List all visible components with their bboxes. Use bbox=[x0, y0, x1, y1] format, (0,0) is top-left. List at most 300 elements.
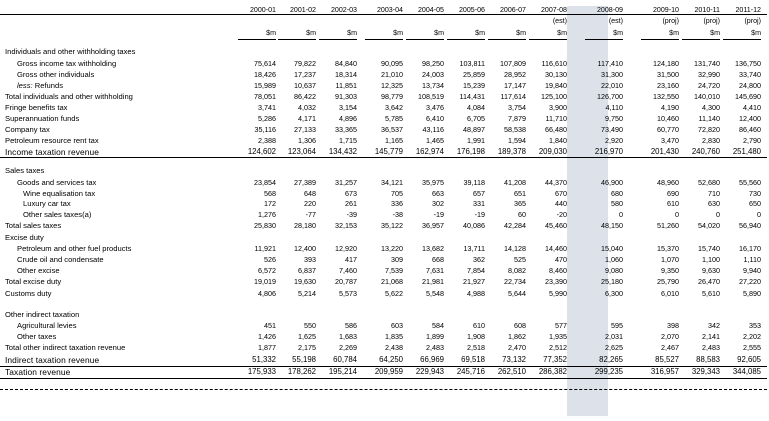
table-cell: 54,020 bbox=[698, 221, 720, 230]
table-cell: 35,975 bbox=[422, 178, 444, 187]
table-cell: 393 bbox=[304, 255, 316, 264]
table-cell: 2,031 bbox=[605, 332, 623, 341]
table-cell: 440 bbox=[555, 199, 567, 208]
table-cell: 2,483 bbox=[426, 343, 444, 352]
table-cell: 18,314 bbox=[335, 70, 357, 79]
table-cell: 56,940 bbox=[739, 221, 761, 230]
table-cell: 58,538 bbox=[504, 125, 526, 134]
units-label: $m bbox=[613, 29, 623, 37]
table-cell: 398 bbox=[667, 321, 679, 330]
table-cell: 362 bbox=[473, 255, 485, 264]
table-cell: 39,118 bbox=[463, 178, 485, 187]
table-cell: 73,132 bbox=[502, 355, 526, 364]
table-cell: 365 bbox=[514, 199, 526, 208]
table-cell: 125,100 bbox=[541, 92, 567, 101]
table-cell: 75,614 bbox=[254, 59, 276, 68]
table-cell: 336 bbox=[391, 199, 403, 208]
table-cell: 44,370 bbox=[545, 178, 567, 187]
table-cell: 1,070 bbox=[661, 255, 679, 264]
table-cell: 55,560 bbox=[739, 178, 761, 187]
table-cell: 1,899 bbox=[426, 332, 444, 341]
row-label bbox=[5, 342, 125, 354]
table-cell: 7,539 bbox=[385, 266, 403, 275]
table-cell: 1,877 bbox=[258, 343, 276, 352]
row-label-text: Individuals and other withholding taxes bbox=[5, 47, 136, 56]
table-cell: 116,610 bbox=[541, 59, 567, 68]
units-label: $m bbox=[306, 29, 316, 37]
table-cell: -39 bbox=[346, 210, 357, 219]
units-underline bbox=[319, 39, 357, 40]
table-cell: 309 bbox=[391, 255, 403, 264]
table-cell: 595 bbox=[611, 321, 623, 330]
table-cell: 10,637 bbox=[294, 81, 316, 90]
table-cell: 40,086 bbox=[463, 221, 485, 230]
table-cell: 4,896 bbox=[339, 114, 357, 123]
row-label bbox=[5, 288, 51, 300]
table-cell: 178,262 bbox=[287, 367, 316, 376]
table-cell: 1,594 bbox=[508, 136, 526, 145]
column-header: 2009-10 bbox=[652, 6, 679, 14]
table-cell: 13,711 bbox=[463, 244, 485, 253]
table-cell: 15,989 bbox=[254, 81, 276, 90]
table-cell: 73,490 bbox=[601, 125, 623, 134]
table-cell: 11,921 bbox=[254, 244, 276, 253]
table-cell: 25,790 bbox=[657, 277, 679, 286]
table-cell: 5,610 bbox=[702, 289, 720, 298]
table-cell: 30,130 bbox=[545, 70, 567, 79]
row-label-text: Total individuals and other withholding bbox=[5, 92, 133, 101]
table-cell: 1,935 bbox=[549, 332, 567, 341]
table-cell: 18,426 bbox=[254, 70, 276, 79]
table-cell: 5,286 bbox=[258, 114, 276, 123]
table-cell: 3,642 bbox=[385, 103, 403, 112]
table-cell: 60,784 bbox=[333, 355, 357, 364]
table-cell: 2,388 bbox=[258, 136, 276, 145]
column-header: 2008-09 bbox=[596, 6, 623, 14]
row-label-text: Total excise duty bbox=[5, 277, 62, 286]
table-cell: 66,969 bbox=[420, 355, 444, 364]
table-cell: 8,460 bbox=[549, 266, 567, 275]
column-header: 2001-02 bbox=[289, 6, 316, 14]
table-cell: 2,438 bbox=[385, 343, 403, 352]
table-cell: 1,908 bbox=[467, 332, 485, 341]
table-cell: 27,220 bbox=[739, 277, 761, 286]
table-cell: 299,235 bbox=[594, 367, 623, 376]
column-header: 2007-08 bbox=[540, 6, 567, 14]
table-cell: 9,940 bbox=[743, 266, 761, 275]
rule-before-total bbox=[0, 366, 767, 367]
table-cell: -20 bbox=[556, 210, 567, 219]
table-cell: 0 bbox=[716, 210, 720, 219]
table-cell: 603 bbox=[391, 321, 403, 330]
table-cell: 21,981 bbox=[422, 277, 444, 286]
row-label-prefix: less: bbox=[17, 81, 35, 90]
table-cell: 24,800 bbox=[739, 81, 761, 90]
table-cell: 79,822 bbox=[294, 59, 316, 68]
row-label bbox=[5, 276, 61, 288]
table-cell: 19,840 bbox=[545, 81, 567, 90]
table-cell: 568 bbox=[264, 189, 276, 198]
table-cell: 5,573 bbox=[339, 289, 357, 298]
major-total-row bbox=[0, 354, 769, 366]
row-label-text: Indirect taxation revenue bbox=[5, 355, 100, 365]
table-cell: 195,214 bbox=[328, 367, 357, 376]
table-cell: 2,202 bbox=[743, 332, 761, 341]
table-cell: 24,720 bbox=[698, 81, 720, 90]
table-cell: 35,122 bbox=[381, 221, 403, 230]
table-cell: 145,690 bbox=[735, 92, 761, 101]
table-cell: 2,920 bbox=[605, 136, 623, 145]
table-cell: 35,116 bbox=[254, 125, 276, 134]
row-label-text: Other indirect taxation bbox=[5, 310, 80, 319]
table-cell: 6,572 bbox=[258, 266, 276, 275]
table-cell: 316,957 bbox=[650, 367, 679, 376]
units-underline bbox=[238, 39, 276, 40]
row-label-text: Gross other individuals bbox=[17, 70, 95, 79]
units-label: $m bbox=[475, 29, 485, 37]
table-cell: 98,779 bbox=[381, 92, 403, 101]
table-cell: 33,740 bbox=[739, 70, 761, 79]
table-cell: 262,510 bbox=[497, 367, 526, 376]
table-cell: 245,716 bbox=[456, 367, 485, 376]
table-cell: 4,110 bbox=[605, 103, 623, 112]
column-subheader: (proj) bbox=[662, 17, 679, 25]
units-label: $m bbox=[393, 29, 403, 37]
table-cell: 705 bbox=[391, 189, 403, 198]
table-cell: 98,250 bbox=[422, 59, 444, 68]
table-cell: 3,470 bbox=[661, 136, 679, 145]
table-cell: -19 bbox=[433, 210, 444, 219]
table-cell: 28,952 bbox=[504, 70, 526, 79]
table-cell: 31,257 bbox=[335, 178, 357, 187]
column-header: 2011-12 bbox=[735, 6, 761, 14]
row-label bbox=[5, 354, 99, 366]
table-cell: 6,410 bbox=[426, 114, 444, 123]
section-heading bbox=[5, 165, 44, 177]
row-label-text: Luxury car tax bbox=[23, 199, 71, 208]
table-cell: 5,785 bbox=[385, 114, 403, 123]
row-label-text: Total sales taxes bbox=[5, 221, 62, 230]
table-cell: 3,741 bbox=[258, 103, 276, 112]
units-underline bbox=[278, 39, 316, 40]
table-cell: 2,483 bbox=[702, 343, 720, 352]
table-cell: 36,537 bbox=[381, 125, 403, 134]
table-cell: 608 bbox=[514, 321, 526, 330]
table-cell: 610 bbox=[473, 321, 485, 330]
table-cell: 331 bbox=[473, 199, 485, 208]
table-cell: 107,809 bbox=[500, 59, 526, 68]
table-cell: 550 bbox=[304, 321, 316, 330]
table-cell: 4,171 bbox=[298, 114, 316, 123]
table-cell: 1,625 bbox=[298, 332, 316, 341]
table-cell: 4,032 bbox=[298, 103, 316, 112]
table-cell: 86,460 bbox=[739, 125, 761, 134]
table-cell: 220 bbox=[304, 199, 316, 208]
table-cell: 580 bbox=[611, 199, 623, 208]
table-cell: 45,460 bbox=[545, 221, 567, 230]
table-cell: 2,141 bbox=[702, 332, 720, 341]
row-label-text: Refunds bbox=[34, 81, 64, 90]
table-cell: 577 bbox=[555, 321, 567, 330]
table-cell: 1,306 bbox=[298, 136, 316, 145]
table-cell: 72,820 bbox=[698, 125, 720, 134]
table-cell: 3,900 bbox=[549, 103, 567, 112]
table-row bbox=[0, 288, 769, 300]
table-cell: 60,770 bbox=[657, 125, 679, 134]
rule-after-income bbox=[0, 157, 767, 158]
table-cell: 525 bbox=[514, 255, 526, 264]
table-cell: 69,518 bbox=[461, 355, 485, 364]
table-cell: 55,198 bbox=[292, 355, 316, 364]
table-cell: 108,519 bbox=[418, 92, 444, 101]
table-cell: 17,147 bbox=[504, 81, 526, 90]
table-cell: 78,051 bbox=[254, 92, 276, 101]
table-cell: 36,957 bbox=[422, 221, 444, 230]
table-cell: 2,555 bbox=[743, 343, 761, 352]
table-cell: 31,300 bbox=[601, 70, 623, 79]
units-label: $m bbox=[434, 29, 444, 37]
table-cell: 25,180 bbox=[601, 277, 623, 286]
table-cell: 1,991 bbox=[467, 136, 485, 145]
table-cell: 9,750 bbox=[605, 114, 623, 123]
table-cell: 209,959 bbox=[374, 367, 403, 376]
table-cell: 251,480 bbox=[732, 147, 761, 156]
table-cell: 2,467 bbox=[661, 343, 679, 352]
table-cell: 136,750 bbox=[735, 59, 761, 68]
table-cell: 66,480 bbox=[545, 125, 567, 134]
table-cell: 124,180 bbox=[653, 59, 679, 68]
column-subheader: (est) bbox=[608, 17, 623, 25]
table-cell: 88,583 bbox=[696, 355, 720, 364]
table-cell: 0 bbox=[619, 210, 623, 219]
table-cell: 126,700 bbox=[597, 92, 623, 101]
table-cell: 286,382 bbox=[538, 367, 567, 376]
table-cell: 302 bbox=[432, 199, 444, 208]
table-cell: 13,682 bbox=[422, 244, 444, 253]
table-cell: 7,460 bbox=[339, 266, 357, 275]
table-cell: 60 bbox=[518, 210, 526, 219]
table-cell: 0 bbox=[675, 210, 679, 219]
table-cell: 1,060 bbox=[605, 255, 623, 264]
table-cell: 12,920 bbox=[335, 244, 357, 253]
units-underline bbox=[488, 39, 526, 40]
table-cell: -38 bbox=[392, 210, 403, 219]
units-label: $m bbox=[347, 29, 357, 37]
units-label: $m bbox=[710, 29, 720, 37]
table-cell: 1,110 bbox=[743, 255, 761, 264]
row-label-text: Gross income tax withholding bbox=[17, 59, 117, 68]
units-underline bbox=[447, 39, 485, 40]
table-cell: 27,389 bbox=[294, 178, 316, 187]
table-cell: 92,605 bbox=[737, 355, 761, 364]
table-cell: 2,070 bbox=[661, 332, 679, 341]
table-cell: 32,990 bbox=[698, 70, 720, 79]
table-cell: 5,644 bbox=[508, 289, 526, 298]
table-cell: 41,208 bbox=[504, 178, 526, 187]
table-cell: 24,003 bbox=[422, 70, 444, 79]
table-cell: 730 bbox=[749, 189, 761, 198]
table-cell: 52,680 bbox=[698, 178, 720, 187]
table-cell: 1,835 bbox=[385, 332, 403, 341]
rule-before-indirect bbox=[0, 378, 767, 379]
table-cell: 651 bbox=[514, 189, 526, 198]
units-underline bbox=[365, 39, 403, 40]
table-cell: 670 bbox=[555, 189, 567, 198]
table-cell: 13,734 bbox=[422, 81, 444, 90]
table-cell: 33,365 bbox=[335, 125, 357, 134]
table-cell: 134,432 bbox=[328, 147, 357, 156]
table-cell: 586 bbox=[345, 321, 357, 330]
table-cell: 117,614 bbox=[500, 92, 526, 101]
table-cell: 12,400 bbox=[739, 114, 761, 123]
table-cell: 10,460 bbox=[657, 114, 679, 123]
table-cell: 48,960 bbox=[657, 178, 679, 187]
table-cell: 1,276 bbox=[258, 210, 276, 219]
table-cell: 12,400 bbox=[294, 244, 316, 253]
table-cell: 22,734 bbox=[504, 277, 526, 286]
table-cell: 2,518 bbox=[467, 343, 485, 352]
table-cell: 9,350 bbox=[661, 266, 679, 275]
table-cell: 648 bbox=[304, 189, 316, 198]
table-cell: 48,897 bbox=[463, 125, 485, 134]
row-label-text: Wine equalisation tax bbox=[23, 189, 96, 198]
row-label bbox=[5, 366, 70, 378]
table-cell: 26,470 bbox=[698, 277, 720, 286]
column-subheader: (proj) bbox=[703, 17, 720, 25]
row-label-text: Income taxation revenue bbox=[5, 147, 100, 157]
row-label-text: Sales taxes bbox=[5, 166, 45, 175]
table-cell: 25,859 bbox=[463, 70, 485, 79]
table-cell: 261 bbox=[345, 199, 357, 208]
table-cell: 1,100 bbox=[702, 255, 720, 264]
table-cell: 201,430 bbox=[650, 147, 679, 156]
table-cell: 114,431 bbox=[459, 92, 485, 101]
row-label-text: Agricultural levies bbox=[17, 321, 77, 330]
table-cell: 1,426 bbox=[258, 332, 276, 341]
column-header: 2006-07 bbox=[499, 6, 526, 14]
units-underline bbox=[529, 39, 567, 40]
table-cell: 6,705 bbox=[467, 114, 485, 123]
table-cell: 6,300 bbox=[605, 289, 623, 298]
row-label-text: Crude oil and condensate bbox=[17, 255, 104, 264]
table-cell: 3,754 bbox=[508, 103, 526, 112]
table-cell: 19,630 bbox=[294, 277, 316, 286]
table-cell: 23,160 bbox=[657, 81, 679, 90]
row-label-text: Total other indirect taxation revenue bbox=[5, 343, 126, 352]
table-cell: 657 bbox=[473, 189, 485, 198]
table-cell: 21,068 bbox=[381, 277, 403, 286]
table-cell: 85,527 bbox=[655, 355, 679, 364]
row-label-text: Customs duty bbox=[5, 289, 52, 298]
table-cell: 9,080 bbox=[605, 266, 623, 275]
units-row bbox=[0, 27, 769, 39]
column-header: 2005-06 bbox=[458, 6, 485, 14]
units-underline bbox=[406, 39, 444, 40]
row-label-text: Company tax bbox=[5, 125, 50, 134]
table-cell: 1,683 bbox=[339, 332, 357, 341]
table-cell: 13,220 bbox=[381, 244, 403, 253]
row-label-text: Taxation revenue bbox=[5, 367, 71, 377]
table-cell: 1,715 bbox=[339, 136, 357, 145]
table-cell: 526 bbox=[264, 255, 276, 264]
table-cell: 7,631 bbox=[426, 266, 444, 275]
table-cell: 15,040 bbox=[601, 244, 623, 253]
table-cell: 51,260 bbox=[657, 221, 679, 230]
column-header: 2004-05 bbox=[417, 6, 444, 14]
row-label-text: Goods and services tax bbox=[17, 178, 97, 187]
table-row bbox=[0, 342, 769, 354]
major-total-row bbox=[0, 366, 769, 378]
table-cell: 11,851 bbox=[335, 81, 357, 90]
table-cell: 162,974 bbox=[415, 147, 444, 156]
table-cell: 82,265 bbox=[599, 355, 623, 364]
table-cell: 132,550 bbox=[653, 92, 679, 101]
table-cell: 34,121 bbox=[381, 178, 403, 187]
table-cell: 663 bbox=[432, 189, 444, 198]
table-cell: 84,840 bbox=[335, 59, 357, 68]
table-row bbox=[0, 276, 769, 288]
table-cell: 131,740 bbox=[694, 59, 720, 68]
table-cell: 470 bbox=[555, 255, 567, 264]
table-cell: 140,010 bbox=[694, 92, 720, 101]
row-label-text: Superannuation funds bbox=[5, 114, 80, 123]
table-row bbox=[0, 220, 769, 232]
table-cell: 2,269 bbox=[339, 343, 357, 352]
table-cell: 216,970 bbox=[594, 147, 623, 156]
table-cell: 630 bbox=[708, 199, 720, 208]
table-cell: 4,190 bbox=[661, 103, 679, 112]
table-cell: -19 bbox=[474, 210, 485, 219]
table-cell: 124,602 bbox=[247, 147, 276, 156]
section-heading-row bbox=[0, 46, 769, 58]
table-cell: 342 bbox=[708, 321, 720, 330]
table-cell: 650 bbox=[749, 199, 761, 208]
table-cell: 5,622 bbox=[385, 289, 403, 298]
table-cell: 690 bbox=[667, 189, 679, 198]
table-cell: 5,890 bbox=[743, 289, 761, 298]
table-cell: 12,325 bbox=[381, 81, 403, 90]
table-cell: 229,943 bbox=[415, 367, 444, 376]
table-cell: 91,303 bbox=[335, 92, 357, 101]
table-cell: 48,150 bbox=[601, 221, 623, 230]
table-cell: 6,010 bbox=[661, 289, 679, 298]
units-label: $m bbox=[669, 29, 679, 37]
table-cell: 4,084 bbox=[467, 103, 485, 112]
table-cell: 176,198 bbox=[456, 147, 485, 156]
table-cell: 123,064 bbox=[287, 147, 316, 156]
table-cell: 673 bbox=[345, 189, 357, 198]
table-cell: 15,740 bbox=[698, 244, 720, 253]
table-cell: 0 bbox=[757, 210, 761, 219]
column-header: 2000-01 bbox=[249, 6, 276, 14]
section-heading bbox=[5, 46, 135, 58]
table-cell: 329,343 bbox=[691, 367, 720, 376]
table-cell: 31,500 bbox=[657, 70, 679, 79]
table-cell: 86,422 bbox=[294, 92, 316, 101]
table-cell: 344,085 bbox=[732, 367, 761, 376]
table-cell: 4,410 bbox=[743, 103, 761, 112]
units-label: $m bbox=[751, 29, 761, 37]
row-label-text: Excise duty bbox=[5, 233, 44, 242]
table-cell: 90,095 bbox=[381, 59, 403, 68]
row-label-text: Petroleum and other fuel products bbox=[17, 244, 132, 253]
table-cell: 209,030 bbox=[538, 147, 567, 156]
row-label-text: Other taxes bbox=[17, 332, 57, 341]
row-label-text: Other sales taxes(a) bbox=[23, 210, 92, 219]
units-label: $m bbox=[516, 29, 526, 37]
table-cell: 21,927 bbox=[463, 277, 485, 286]
table-cell: 23,854 bbox=[254, 178, 276, 187]
